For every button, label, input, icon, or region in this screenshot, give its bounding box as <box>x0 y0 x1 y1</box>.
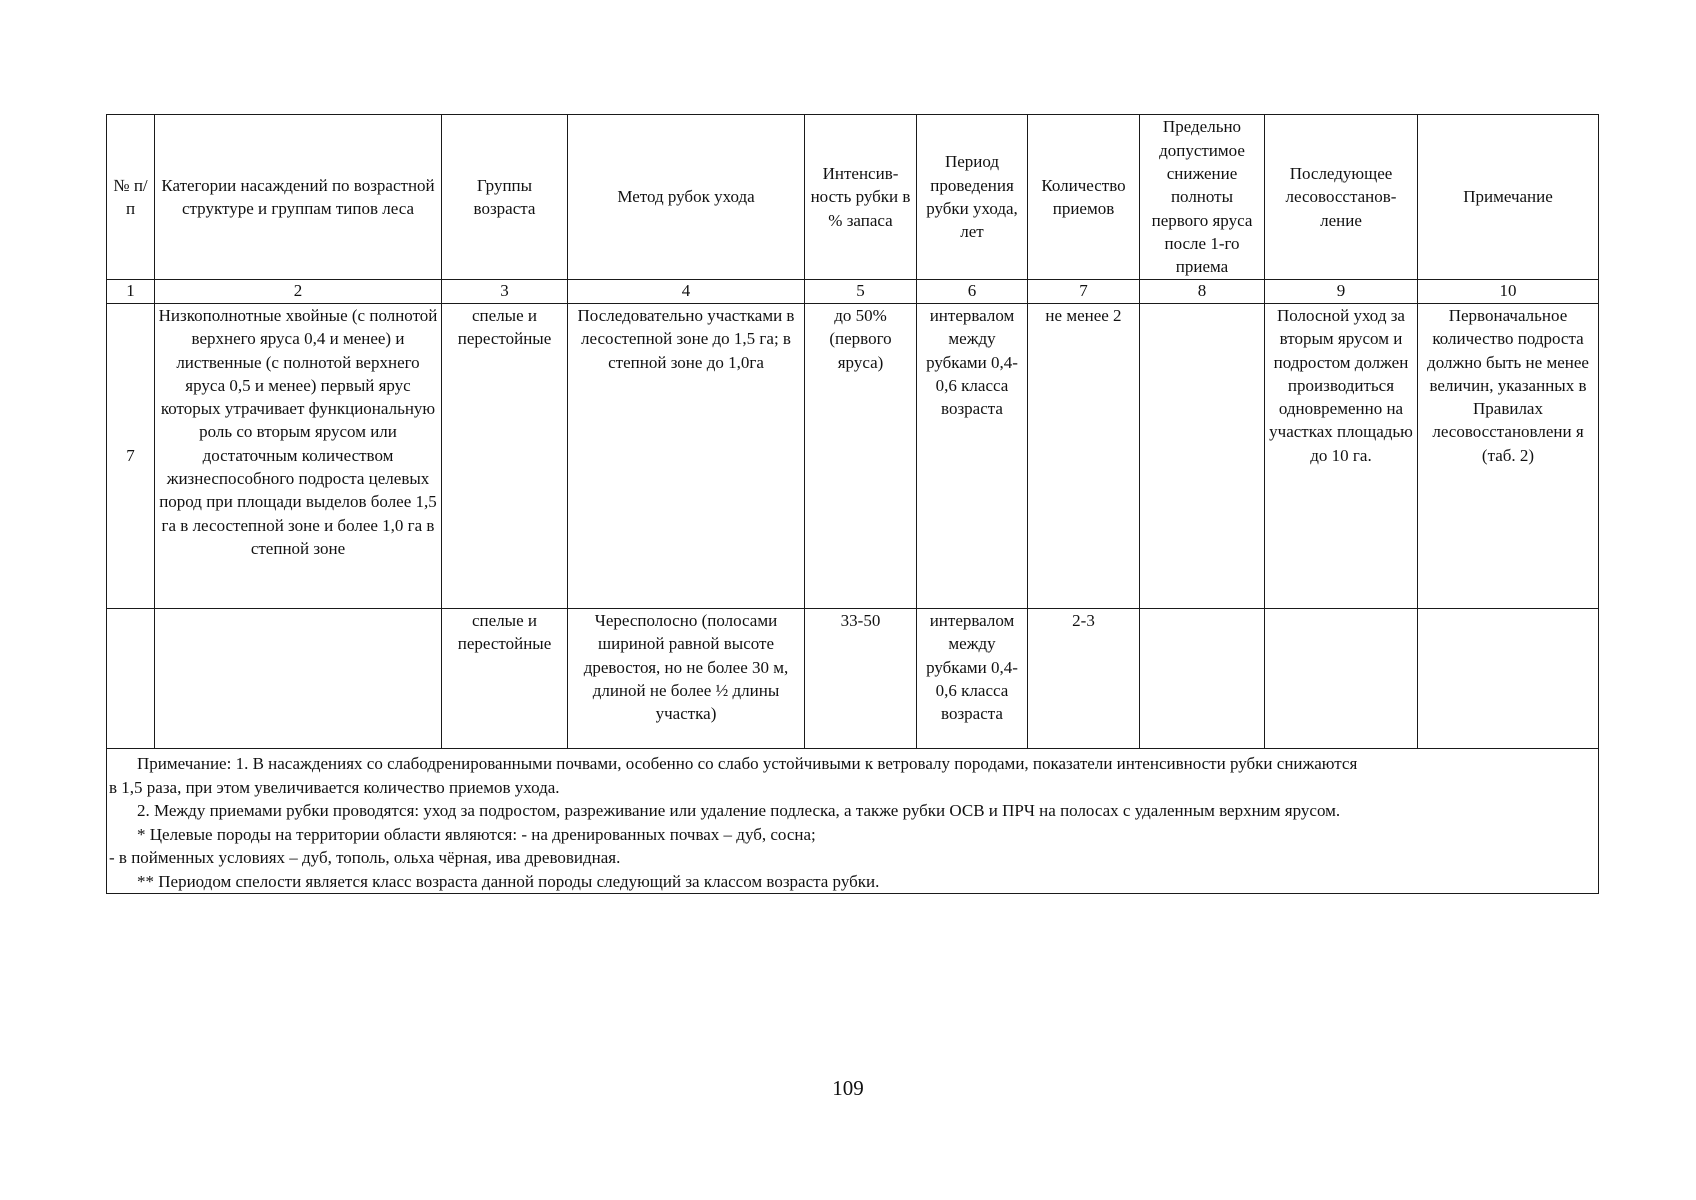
table-cell-number: 7 <box>107 304 155 609</box>
column-number: 6 <box>917 280 1028 304</box>
header-cell-count: Количество приемов <box>1028 115 1140 280</box>
table-notes <box>107 749 1599 894</box>
table-cell-category: Низкополнотные хвойные (с полнотой верхнего яруса 0,4 и менее) и лиственные (с полнотой верхнего яруса 0,5 и менее) первый ярус которых утрачивает функциональную роль со вторым ярусом или достаточным количеством жизнеспособного подроста целевых пород при площади выделов более 1,5 га в лесостепной зоне и более 1,0 га в степной зоне <box>155 304 442 609</box>
header-cell-period: Период проведения рубки ухода, лет <box>917 115 1028 280</box>
table-cell-note: Первоначальное количество подроста должно быть не менее величин, указанных в Правилах лесовосстановлени я (таб. 2) <box>1418 304 1599 609</box>
table-cell-category <box>155 609 442 749</box>
table-row <box>107 609 1599 749</box>
header-row <box>107 115 1599 280</box>
forest-thinning-table <box>106 114 1599 894</box>
table-cell-age-group: спелые и перестойные <box>442 609 568 749</box>
column-number: 10 <box>1418 280 1599 304</box>
note-line: ** Периодом спелости является класс возраста данной породы следующий за классом возраста рубки. <box>137 871 880 891</box>
note-line: - в пойменных условиях – дуб, тополь, ольха чёрная, ива древовидная. <box>109 848 621 867</box>
header-cell-intensity: Интенсив-ность рубки в % запаса <box>805 115 917 280</box>
table-cell-note <box>1418 609 1599 749</box>
header-cell-note: Примечание <box>1418 115 1599 280</box>
header-cell-age-group: Группы возраста <box>442 115 568 280</box>
note-line: Примечание: 1. В насаждениях со слабодренированными почвами, особенно со слабо устойчивыми к ветровалу породами, показатели интенсивности рубки снижаются <box>137 754 1358 773</box>
column-number: 2 <box>155 280 442 304</box>
table-cell-method: Чересполосно (полосами шириной равной высоте древостоя, но не более 30 м, длиной не более ½ длины участка) <box>568 609 805 749</box>
column-number: 7 <box>1028 280 1140 304</box>
header-cell-number: № п/п <box>107 115 155 280</box>
table-cell-number <box>107 609 155 749</box>
column-number: 3 <box>442 280 568 304</box>
page-number: 109 <box>832 1076 864 1100</box>
table-cell-reforestation: Полосной уход за вторым ярусом и подростом должен производиться одновременно на участках площадью до 10 га. <box>1265 304 1418 609</box>
table-cell-intensity: до 50% (первого яруса) <box>805 304 917 609</box>
table-cell-density-reduction <box>1140 304 1265 609</box>
table-cell-period: интервалом между рубками 0,4-0,6 класса возраста <box>917 304 1028 609</box>
header-cell-method: Метод рубок ухода <box>568 115 805 280</box>
table-cell-density-reduction <box>1140 609 1265 749</box>
header-cell-reforestation: Последующее лесовосстанов-ление <box>1265 115 1418 280</box>
header-cell-density-reduction: Предельно допустимое снижение полноты первого яруса после 1-го приема <box>1140 115 1265 280</box>
table-row <box>107 304 1599 609</box>
table-cell-intensity: 33-50 <box>805 609 917 749</box>
column-number: 5 <box>805 280 917 304</box>
column-number: 1 <box>107 280 155 304</box>
header-cell-category: Категории насаждений по возрастной структуре и группам типов леса <box>155 115 442 280</box>
note-line: * Целевые породы на территории области являются: - на дренированных почвах – дуб, сосна; <box>137 824 816 844</box>
table-cell-count: не менее 2 <box>1028 304 1140 609</box>
note-line: в 1,5 раза, при этом увеличивается количество приемов ухода. <box>109 777 560 797</box>
notes-row <box>107 749 1599 894</box>
table-cell-method: Последовательно участками в лесостепной зоне до 1,5 га; в степной зоне до 1,0га <box>568 304 805 609</box>
table-cell-reforestation <box>1265 609 1418 749</box>
column-number-row <box>107 280 1599 304</box>
note-line: 2. Между приемами рубки проводятся: уход за подростом, разреживание или удаление подлеска, а также рубки ОСВ и ПРЧ на полосах с удаленным верхним ярусом. <box>137 801 1341 820</box>
column-number: 9 <box>1265 280 1418 304</box>
table-cell-period: интервалом между рубками 0,4-0,6 класса возраста <box>917 609 1028 749</box>
column-number: 4 <box>568 280 805 304</box>
table-cell-count: 2-3 <box>1028 609 1140 749</box>
column-number: 8 <box>1140 280 1265 304</box>
table-cell-age-group: спелые и перестойные <box>442 304 568 609</box>
